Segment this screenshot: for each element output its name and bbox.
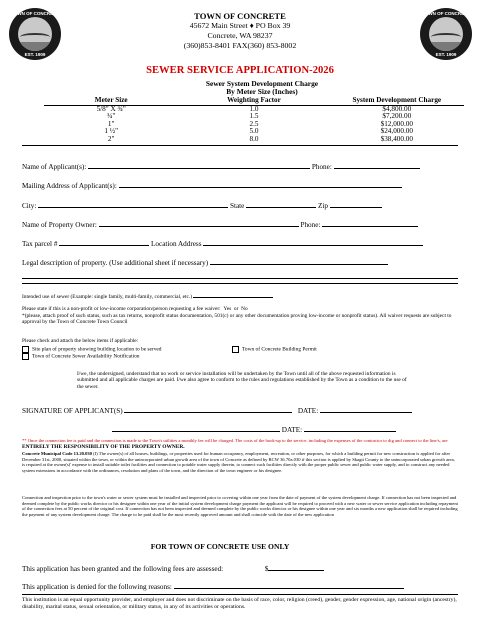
seal-bottom-text: EST. 1909 [435, 52, 457, 57]
cell: 1.0 [249, 104, 259, 113]
building-permit-label: Town of Concrete Building Permit [242, 346, 317, 353]
parcel-label: Tax parcel # [22, 240, 58, 248]
fee-table-header [44, 97, 464, 105]
diamond-icon: ♦ [249, 21, 256, 30]
seal-top-text: TOWN OF CONCRETE [422, 11, 470, 16]
zip-field[interactable] [330, 200, 382, 208]
cell: ¾" [107, 112, 116, 121]
acknowledgement: I/we, the undersigned, understand that no work or service installation will be undertaken by the Town until all of the above requested information is submitted and all applicable charges are paid. I/we also agree to conform to the rules and regulations established by the Town as a condition to the use of the sewer. [77, 371, 407, 390]
availability-checkbox[interactable] [22, 353, 29, 360]
cell: 5/8" X ¾" [96, 104, 126, 113]
inspection-notice: Connection and inspection prior to the town's water or sewer system must be installed and inspected prior to covering within one year from the date of payment of the system development charge. If connection has not been inspected and deemed complete by the public works director or his designee within one year of the initial system development charge payment the applicant will be required to proceed with a new water or sewer service application including repayment of the connection fees at 50 percent of the original cost. If connection has not been inspected and deemed complete by the public works director or his designee within one year and six months a new application shall be required including the payment of any system development charge. The charge to be paid shall be the most recently approved amount and shall coincide with the date of the new application [22, 495, 458, 517]
denial-reason-field[interactable] [174, 581, 404, 589]
waiver-note: *(please, attach proof of such status, such as tax returns, nonprofit status documentation, 501(c) or any other documentation proving low-income or nonprofit status). All waiver requests are subject to approval by the Town of Concrete Town Council [22, 313, 452, 326]
cell: 1" [107, 119, 115, 128]
parcel-row [22, 238, 423, 248]
divider [22, 283, 458, 284]
fee-notice [22, 438, 458, 450]
site-plan-checkbox[interactable] [22, 346, 29, 353]
legal-row [22, 257, 388, 267]
divider [22, 594, 458, 595]
phone-fax-line: (360)853-8401 FAX(360) 853-8002 [183, 41, 297, 50]
fee-amount-field[interactable] [268, 563, 324, 571]
phone-label: Phone: [311, 163, 332, 171]
col-meter-size: Meter Size [44, 97, 178, 105]
table-subtitle: Sewer System Development Charge [205, 79, 319, 88]
signature-field-2[interactable] [112, 424, 280, 432]
check-item-availability [22, 353, 139, 360]
street: 45672 Main Street [189, 21, 248, 30]
yes-option[interactable]: Yes [223, 306, 232, 312]
nonprofit-row [22, 306, 458, 312]
cell: $7,200.00 [382, 112, 412, 121]
applicant-name-field[interactable] [88, 161, 310, 169]
po-box: PO Box 39 [255, 21, 291, 30]
address-line [0, 21, 480, 30]
granted-label: This application has been granted and the following fees are assessed: [22, 565, 224, 573]
signature-row-1 [22, 405, 412, 415]
signature-row-2 [112, 424, 396, 434]
col-charge: System Development Charge [330, 97, 464, 105]
date-label-2: DATE: [281, 426, 303, 434]
denied-row [22, 581, 404, 591]
intended-use-field[interactable] [193, 292, 273, 298]
city-line: Concrete, WA 98237 [207, 31, 273, 40]
parcel-field[interactable] [59, 238, 149, 246]
site-plan-label: Site plan of property showing building location to be served [32, 346, 162, 353]
divider [22, 145, 458, 146]
legal-field-line-2[interactable] [22, 271, 458, 279]
seal-top-text: TOWN OF CONCRETE [11, 11, 59, 16]
cell: $12,000.00 [380, 119, 413, 128]
fee-notice-text: ** Once the connection fee is paid and the connection is made to the Town's utilities a monthly fee will be charged. The costs of the hook-up to the service, including the expenses of the contractor to dig and connect to the line/s, are [22, 438, 448, 443]
owner-field[interactable] [99, 219, 299, 227]
city-label: City: [22, 202, 37, 210]
seal-bottom-text: EST. 1909 [24, 52, 46, 57]
granted-row [22, 563, 324, 573]
mailing-label: Mailing Address of Applicant(s): [22, 182, 117, 190]
intended-use-row [22, 292, 273, 300]
signature-label: SIGNATURE OF APPLICANT(S) [22, 407, 123, 415]
building-permit-checkbox[interactable] [232, 346, 239, 353]
city-row [22, 200, 382, 210]
cell: 1.5 [249, 112, 259, 121]
office-use-heading: FOR TOWN OF CONCRETE USE ONLY [150, 542, 290, 551]
owner-label: Name of Property Owner: [22, 221, 97, 229]
cell: 2" [107, 134, 115, 143]
town-name: TOWN OF CONCRETE [194, 11, 286, 21]
availability-label: Town of Concrete Sewer Availability Notification [32, 353, 140, 360]
intended-use-label: Intended use of sewer (Example: single family, multi-family, commercial, etc.) [22, 294, 193, 300]
location-label: Location Address [151, 240, 202, 248]
check-item-building-permit [232, 346, 317, 353]
city-field[interactable] [38, 200, 228, 208]
applicant-name-row [22, 161, 420, 171]
location-field[interactable] [203, 238, 423, 246]
page-title: SEWER SERVICE APPLICATION-2026 [146, 65, 334, 76]
owner-phone-label: Phone: [300, 221, 321, 229]
municipal-code-text: (I) The owner(s) of all houses, buildings, or properties used for human occupancy, employment, recreation, or other purposes, for which a building permit for new construction is applied for after December 31st, 2000, situated within the town, or within the unincorporated urban growth area of the town of Concrete as defined by RCW 36.70a.030 if this section is applied by Skagit County to the unincorporated urban growth area, is required at the owner(s)' expense to install suitable toilet facilities and connection to potable water supply therein, to connect such facilities directly with the proper public sewer and public water supply, and to construct any needed system extensions in accordance with the ordinances, resolution and plans of the town, and the direction of the town engineer or his designee. [22, 451, 455, 473]
no-option[interactable]: No [241, 306, 248, 312]
cell: $4,800.00 [382, 104, 412, 113]
table-subtitle-2: By Meter Size (Inches) [226, 87, 298, 96]
legal-field[interactable] [210, 257, 388, 265]
owner-phone-field[interactable] [322, 219, 418, 227]
check-item-site-plan [22, 346, 162, 353]
or-text: or [233, 306, 239, 312]
nonprofit-question: Please state if this is a non-profit or low-income corporation/person requesting a fee waiver: [22, 306, 221, 312]
zip-label: Zip [317, 202, 328, 210]
municipal-code-ref: Concrete Municipal Code 13.20.030 [22, 451, 92, 456]
cell: 1 ½" [104, 127, 119, 136]
cell: $38,400.00 [380, 134, 413, 143]
fee-table [44, 97, 464, 144]
legal-label: Legal description of property. (Use additional sheet if necessary) [22, 259, 209, 267]
state-field[interactable] [246, 200, 316, 208]
date-field-1[interactable] [320, 405, 412, 413]
col-weighting: Weighting Factor [178, 97, 329, 105]
cell: $24,000.00 [380, 127, 413, 136]
owner-row [22, 219, 418, 229]
cell: 2.5 [249, 119, 259, 128]
date-field-2[interactable] [304, 424, 396, 432]
mailing-address-field[interactable] [119, 180, 402, 188]
state-label: State [229, 202, 245, 210]
table-row [44, 136, 464, 144]
cell: 5.0 [249, 127, 259, 136]
signature-field-1[interactable] [124, 405, 292, 413]
denied-label: This application is denied for the following reasons: [22, 583, 172, 591]
name-label: Name of Applicant(s): [22, 163, 87, 171]
dollar-sign: $ [264, 565, 269, 573]
phone-field[interactable] [334, 161, 420, 169]
fee-notice-emphasis: ENTIRELY THE RESPONSIBILITY OF THE PROPERTY OWNER. [22, 443, 185, 450]
mailing-row [22, 180, 402, 190]
footer-statement: This institution is an equal opportunity provider, and employer and does not discriminate on the basis of race, color, religion (creed), gender, gender expression, age, national origin (ancestry), disability, marital status, sexual orientation, or military status, in any of its activities or operations. [22, 597, 457, 611]
cell: 8.0 [249, 134, 259, 143]
check-intro: Please check and attach the below items if applicable: [22, 338, 139, 344]
date-label-1: DATE: [297, 407, 319, 415]
municipal-code [22, 451, 458, 473]
